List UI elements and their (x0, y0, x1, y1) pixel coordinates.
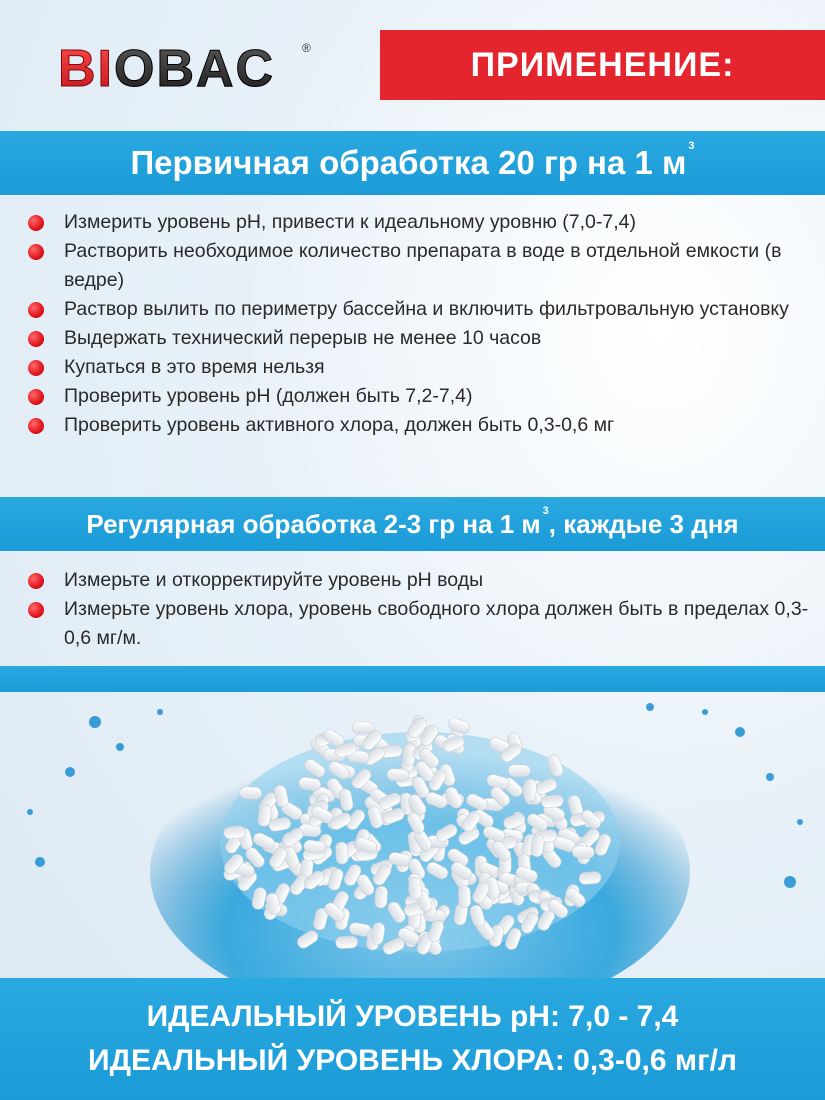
header (0, 0, 825, 130)
primary-steps-list (28, 208, 818, 440)
primary-heading: Первичная обработка 20 гр на 1 м $^3$ (130, 140, 695, 181)
list-item: Измерьте и откорректируйте уровень pH воды (28, 566, 818, 595)
list-item: Измерить уровень pH, привести к идеальному уровню (7,0-7,4) (28, 208, 818, 237)
bullet-icon (28, 418, 44, 434)
bullet-icon (28, 331, 44, 347)
ideal-chlorine-text: ИДЕАЛЬНЫЙ УРОВЕНЬ ХЛОРА: 0,3-0,6 мг/л (88, 1044, 737, 1077)
list-item: Купаться в это время нельзя (28, 353, 818, 382)
primary-heading-band (0, 131, 825, 195)
bullet-icon (28, 215, 44, 231)
ideal-ph-text: ИДЕАЛЬНЫЙ УРОВЕНЬ pH: 7,0 - 7,4 (146, 1000, 679, 1033)
list-item: Проверить уровень pH (должен быть 7,2-7,4) (28, 382, 818, 411)
divider-band (0, 666, 825, 692)
title-banner (380, 30, 825, 100)
bullet-icon (28, 602, 44, 618)
tablet-shape (523, 779, 536, 802)
tablet-shape (239, 787, 262, 800)
tablet-shape (335, 842, 348, 865)
list-item: Измерьте уровень хлора, уровень свободного хлора должен быть в пределах 0,3-0,6 мг/м. (28, 595, 818, 653)
tablet-shape (508, 765, 530, 777)
list-item: Проверить уровень активного хлора, должен быть 0,3-0,6 мг (28, 411, 818, 440)
bullet-icon (28, 573, 44, 589)
bullet-icon (28, 244, 44, 260)
regular-steps-list (28, 566, 818, 653)
tablet-shape (579, 871, 602, 885)
svg-text:®: ® (302, 41, 311, 55)
svg-text:BIOBAC: BIOBAC (58, 40, 276, 98)
biobac-logo (58, 38, 318, 98)
bullet-icon (28, 389, 44, 405)
list-item: Растворить необходимое количество препарата в воде в отдельной емкости (в ведре) (28, 237, 818, 295)
water-splash-tablets-image (0, 692, 825, 978)
bullet-icon (28, 360, 44, 376)
tablet-shape (335, 936, 358, 949)
tablet-shape (572, 845, 595, 859)
list-item: Выдержать технический перерыв не менее 10 часов (28, 324, 818, 353)
tablet-shape (374, 886, 388, 909)
tablet-shape (387, 768, 410, 782)
page-title: ПРИМЕНЕНИЕ: (470, 45, 735, 84)
tablet-shape (458, 885, 471, 907)
regular-heading-band (0, 497, 825, 551)
bullet-icon (28, 302, 44, 318)
list-item: Раствор вылить по периметру бассейна и включить фильтровальную установку (28, 295, 818, 324)
regular-heading: Регулярная обработка 2-3 гр на 1 м $^3$, каждые 3 дня (86, 504, 739, 539)
footer-band (0, 978, 825, 1100)
tablet-shape (408, 877, 422, 900)
